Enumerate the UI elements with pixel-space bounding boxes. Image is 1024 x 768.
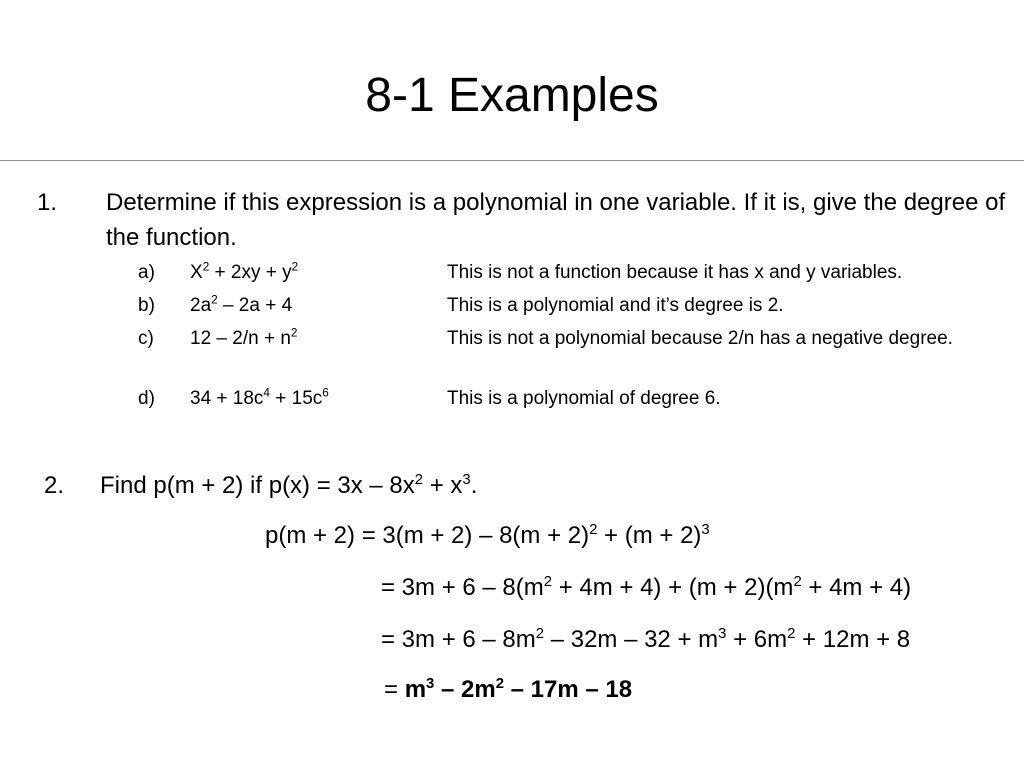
question-2-text: Find p(m + 2) if $p(x) = 3x - 8x^2 + x^3$.	[100, 472, 478, 499]
item-expression: $12 - 2/n + n^2$	[190, 326, 298, 349]
item-answer: This is not a function because it has x and y variables.	[447, 262, 903, 283]
item-letter: a)	[138, 262, 155, 283]
work-step-3: = $3m + 6 - 8m^2 - 32m - 32 + m^3 + 6m^2 + 12m + 8$	[381, 626, 911, 653]
question-2-number: 2.	[44, 472, 65, 499]
item-letter: c)	[138, 328, 154, 349]
item-expression: $34 + 18c^4 + 15c^6$	[190, 386, 329, 409]
question-1-text: Determine if this expression is a polynomial in one variable. If it is, give the degree of the function.	[106, 189, 1006, 251]
final-answer-equals: =	[384, 676, 399, 703]
item-answer: This is a polynomial and it’s degree is 2.	[447, 295, 784, 316]
final-answer	[384, 674, 632, 706]
item-expression: $X^2 + 2xy + y^2$	[190, 260, 299, 283]
item-letter: b)	[138, 295, 155, 316]
work-step-1: $p(m + 2) = 3(m + 2) - 8(m + 2)^2 + (m + 2)^3$	[265, 522, 710, 549]
item-letter: d)	[138, 388, 155, 409]
item-answer: This is a polynomial of degree 6.	[447, 388, 721, 409]
title-divider	[0, 160, 1024, 161]
question-1-number: 1.	[37, 189, 58, 216]
item-expression: $2a^2 - 2a + 4$	[190, 293, 293, 316]
work-step-2: = $3m + 6 - 8(m^2 + 4m + 4) + (m + 2)(m^2 + 4m + 4)$	[381, 574, 912, 601]
item-answer: This is not a polynomial because 2/n has a negative degree.	[447, 328, 953, 349]
final-answer-expression: $m^3 - 2m^2 - 17m - 18$	[404, 676, 633, 703]
slide-title: 8-1 Examples	[365, 69, 659, 122]
